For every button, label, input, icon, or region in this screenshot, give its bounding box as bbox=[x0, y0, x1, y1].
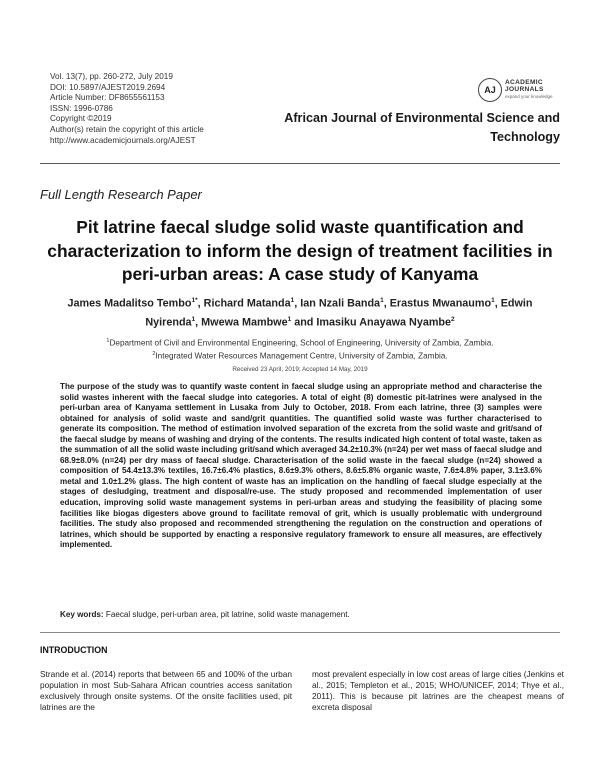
affiliation-2 bbox=[50, 349, 550, 362]
meta-doi: DOI: 10.5897/AJEST2019.2694 bbox=[50, 82, 166, 92]
author-name: Edwin Nyirenda bbox=[145, 297, 533, 329]
affiliation-text: Integrated Water Resources Management Centre, University of Zambia, Zambia. bbox=[155, 351, 448, 361]
author-sup: 1 bbox=[287, 315, 292, 323]
meta-volume: Vol. 13(7), pp. 260-272, July 2019 bbox=[50, 72, 173, 81]
author-sup: 1 bbox=[191, 315, 196, 323]
intro-column-right: most prevalent especially in low cost areas of large cities (Jenkins et al., 2015; Templeton et al., 2015; WHO/UNICEF, 2014; Thye et al., 2011). This is because pit latrines are the cheapest means of excreta disposal bbox=[312, 669, 564, 712]
paper-title: Pit latrine faecal sludge solid waste quantification and characterization to inform the design of treatment facilities in peri-urban areas: A case study of Kanyama bbox=[47, 217, 553, 284]
author-sup: 2 bbox=[451, 315, 455, 323]
author-sup: 1 bbox=[290, 297, 295, 304]
affiliations bbox=[50, 336, 550, 361]
affiliation-1 bbox=[50, 336, 550, 349]
author-name: Imasiku Anayawa Nyambe bbox=[316, 316, 452, 329]
author-name: Ian Nzali Banda bbox=[300, 297, 381, 310]
author-sep: and bbox=[291, 316, 317, 329]
author-name: James Madalitso Tembo bbox=[67, 297, 192, 310]
received-dates: Received 23 April, 2019; Accepted 14 May, 2019 bbox=[232, 366, 368, 373]
keywords-label: Key words: bbox=[60, 610, 104, 619]
intro-column-left: Strande et al. (2014) reports that between 65 and 100% of the urban population in most Sub-Sahara African countries access sanitation exclusively through onsite systems. Of the onsite facilities used, pit latrines are the bbox=[40, 669, 292, 712]
meta-rights: Author(s) retain the copyright of this article bbox=[50, 124, 204, 134]
journal-name: African Journal of Environmental Science and Technology bbox=[284, 111, 560, 144]
meta-issn: ISSN: 1996-0786 bbox=[50, 103, 113, 113]
meta-copyright: Copyright ©2019 bbox=[50, 114, 112, 124]
author-sep: , bbox=[494, 297, 501, 310]
meta-url[interactable]: http://www.academicjournals.org/AJEST bbox=[50, 135, 196, 145]
affiliation-text: Department of Civil and Environmental Engineering, School of Engineering, University of Zambia, Zambia. bbox=[109, 338, 494, 348]
logo-tagline: expand your knowledge bbox=[505, 94, 553, 99]
affiliation-sup: 2 bbox=[152, 350, 156, 357]
author-sup: 1 bbox=[380, 297, 384, 304]
logo-text-journals: JOURNALS bbox=[505, 86, 544, 93]
author-sup: 1* bbox=[191, 297, 198, 304]
author-list bbox=[50, 293, 550, 330]
author-name: Richard Matanda bbox=[203, 297, 291, 310]
introduction-heading: INTRODUCTION bbox=[40, 645, 108, 655]
author-name: Erastus Mwanaumo bbox=[389, 297, 492, 310]
logo-text-academic: ACADEMIC bbox=[505, 79, 543, 86]
paper-type: Full Length Research Paper bbox=[40, 187, 202, 202]
author-sep: , bbox=[197, 297, 204, 310]
header-divider bbox=[40, 163, 560, 164]
author-name: Mwewa Mambwe bbox=[201, 316, 288, 329]
abstract: The purpose of the study was to quantify waste content in faecal sludge using an appropriate method and characterise the solid wastes inherent with the faecal sludge into categories. A total of eight (8) domestic pit-latrines were analysed in the peri-urban area of Kanyama settlement in Lusaka from July to October, 2018. From each latrine, three (3) samples were obtained for analysis of solid waste and sand/grit quantities. The quantified solid waste was further characterised to generate its composition. The method of estimation involved separation of the excreta from the solid waste and grit/sand of the faecal sludge by means of washing and drying of the contents. The results indicated high content of total waste, taken as the summation of all the solid waste including grit/sand which averaged 34.2±10.3% (n=24) per wet mass of faecal sludge and 68.9±8.0% (n=24) per dry mass of faecal sludge. Characterisation of the solid waste in the faecal sludge (n=24) showed a composition of 54.4±13.3% textiles, 16.7±6.4% plastics, 8.6±9.3% others, 8.6±5.8% organic waste, 7.6±4.8% paper, 3.1±3.6% metal and 1.0±1.2% glass. The high content of waste has an implication on the handling of faecal sludge especially at the stages of desludging, treatment and disposal/re-use. The study proposed and recommended implementation of user education, improving solid waste management systems in peri-urban areas and studying the feasibility of placing some facilities like biogas digesters above ground to facilitate removal of grit, which is usually problematic with underground facilities. The study also proposed and recommended strengthening the regulation on the construction and operations of latrines, which should be supported by enacting a responsive regulatory framework to ensure all measures, are effectively implemented. bbox=[60, 382, 542, 550]
affiliation-sup: 1 bbox=[106, 338, 110, 344]
article-metadata bbox=[50, 72, 204, 146]
publisher-logo bbox=[478, 74, 558, 108]
author-sep: , bbox=[294, 297, 301, 310]
logo-mark-icon: AJ bbox=[478, 78, 502, 102]
author-sup: 1 bbox=[491, 297, 495, 304]
keywords bbox=[60, 610, 542, 619]
section-divider bbox=[40, 632, 560, 633]
author-sep: , bbox=[195, 316, 202, 329]
author-sep: , bbox=[383, 297, 390, 310]
meta-article-number: Article Number: DF8655561153 bbox=[50, 93, 165, 103]
keywords-text: Faecal sludge, peri-urban area, pit latrine, solid waste management. bbox=[105, 610, 350, 619]
